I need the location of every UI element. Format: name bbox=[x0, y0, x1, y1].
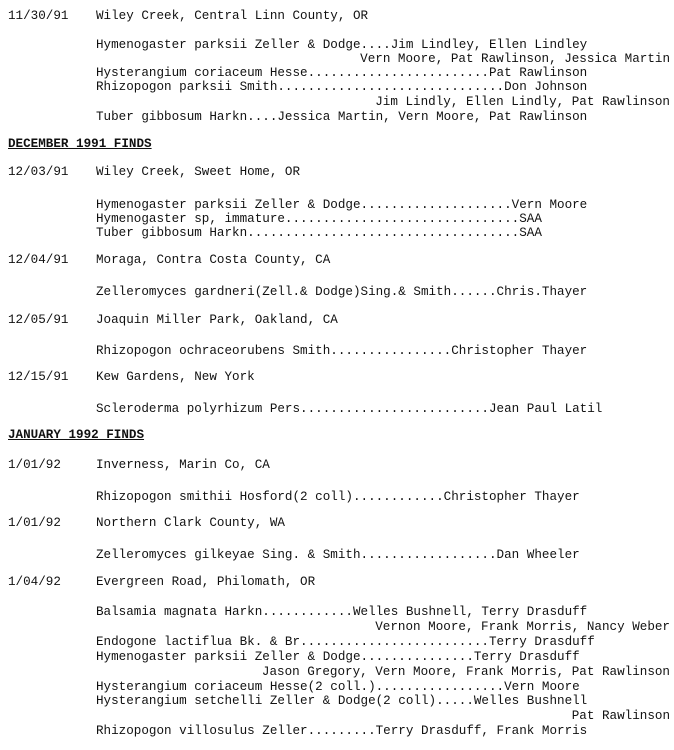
find-date: 1/04/92 bbox=[8, 575, 61, 589]
find-entry: Scleroderma polyrhizum Pers.........................Jean Paul Latil bbox=[96, 402, 603, 416]
find-entry-continuation: Jason Gregory, Vern Moore, Frank Morris, Pat Rawlinson bbox=[261, 665, 670, 679]
find-entry: Hysterangium setchelli Zeller & Dodge(2 coll).....Welles Bushnell bbox=[96, 694, 588, 708]
find-entry: Zelleromyces gardneri(Zell.& Dodge)Sing.& Smith......Chris.Thayer bbox=[96, 285, 588, 299]
find-entry: Hymenogaster parksii Zeller & Dodge....................Vern Moore bbox=[96, 198, 588, 212]
find-entry-continuation: Jim Lindly, Ellen Lindly, Pat Rawlinson bbox=[375, 95, 670, 109]
find-location: Moraga, Contra Costa County, CA bbox=[96, 253, 331, 267]
find-date: 12/15/91 bbox=[8, 370, 69, 384]
find-entry: Zelleromyces gilkeyae Sing. & Smith..................Dan Wheeler bbox=[96, 548, 580, 562]
find-entry: Rhizopogon ochraceorubens Smith................Christopher Thayer bbox=[96, 344, 588, 358]
section-header-january: JANUARY 1992 FINDS bbox=[8, 428, 145, 442]
find-entry: Hymenogaster sp, immature...............................SAA bbox=[96, 212, 542, 226]
find-date: 12/05/91 bbox=[8, 313, 69, 327]
find-date: 1/01/92 bbox=[8, 516, 61, 530]
find-location: Wiley Creek, Sweet Home, OR bbox=[96, 165, 301, 179]
section-header-december: DECEMBER 1991 FINDS bbox=[8, 137, 152, 151]
find-location: Inverness, Marin Co, CA bbox=[96, 458, 270, 472]
find-entry: Hysterangium coriaceum Hesse(2 coll.).................Vern Moore bbox=[96, 680, 580, 694]
find-entry-continuation: Pat Rawlinson bbox=[571, 709, 670, 723]
find-date: 12/04/91 bbox=[8, 253, 69, 267]
find-date: 12/03/91 bbox=[8, 165, 69, 179]
find-location: Northern Clark County, WA bbox=[96, 516, 285, 530]
find-entry-continuation: Vern Moore, Pat Rawlinson, Jessica Martin bbox=[360, 52, 670, 66]
find-entry: Tuber gibbosum Harkn....................................SAA bbox=[96, 226, 542, 240]
find-entry: Rhizopogon villosulus Zeller.........Terry Drasduff, Frank Morris bbox=[96, 724, 588, 738]
find-date: 11/30/91 bbox=[8, 9, 69, 23]
find-location: Kew Gardens, New York bbox=[96, 370, 255, 384]
find-entry-continuation: Vernon Moore, Frank Morris, Nancy Weber bbox=[375, 620, 670, 634]
find-entry: Hymenogaster parksii Zeller & Dodge...............Terry Drasduff bbox=[96, 650, 580, 664]
find-entry: Hysterangium coriaceum Hesse........................Pat Rawlinson bbox=[96, 66, 588, 80]
find-date: 1/01/92 bbox=[8, 458, 61, 472]
find-entry: Rhizopogon parksii Smith..............................Don Johnson bbox=[96, 80, 588, 94]
find-location: Joaquin Miller Park, Oakland, CA bbox=[96, 313, 338, 327]
find-entry: Balsamia magnata Harkn............Welles Bushnell, Terry Drasduff bbox=[96, 605, 588, 619]
find-entry: Endogone lactiflua Bk. & Br.........................Terry Drasduff bbox=[96, 635, 595, 649]
find-location: Evergreen Road, Philomath, OR bbox=[96, 575, 316, 589]
find-entry: Hymenogaster parksii Zeller & Dodge....Jim Lindley, Ellen Lindley bbox=[96, 38, 588, 52]
find-entry: Rhizopogon smithii Hosford(2 coll)............Christopher Thayer bbox=[96, 490, 580, 504]
find-location: Wiley Creek, Central Linn County, OR bbox=[96, 9, 369, 23]
find-entry: Tuber gibbosum Harkn....Jessica Martin, Vern Moore, Pat Rawlinson bbox=[96, 110, 588, 124]
